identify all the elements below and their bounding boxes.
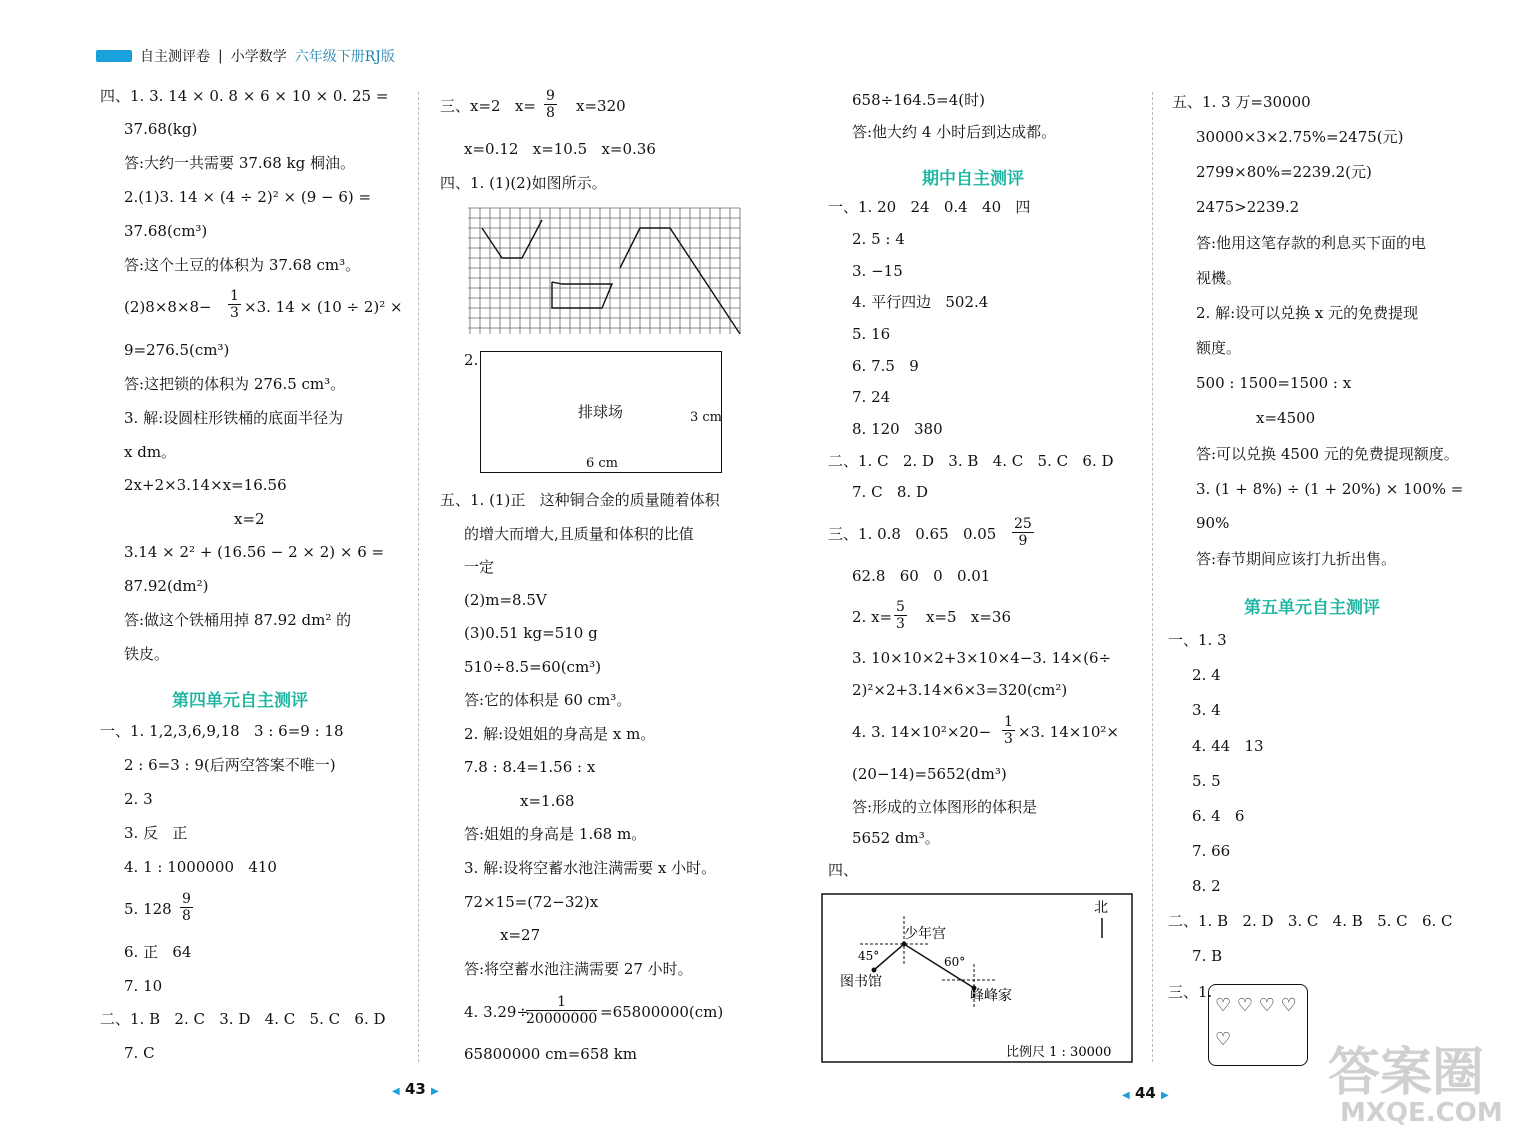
text-line: 8. 2 — [1192, 877, 1221, 895]
map-angle-45: 45° — [858, 949, 880, 963]
text-line: 五、1. (1)正 这种铜合金的质量随着体积 — [440, 491, 720, 509]
map-home-label: 峰峰家 — [970, 988, 1012, 1004]
page-number — [392, 1080, 439, 1098]
fraction-numerator: 1 — [1004, 714, 1013, 730]
text-line: 二、1. C 2. D 3. B 4. C 5. C 6. D — [828, 452, 1114, 470]
text-line: 4. 1 : 1000000 410 — [124, 858, 277, 876]
text-line: 2. x= — [852, 608, 893, 626]
map-scale-label: 比例尺 1 : 30000 — [1006, 1045, 1112, 1060]
grid-figure — [468, 206, 743, 336]
map-youth-label: 少年宫 — [904, 926, 946, 942]
fraction — [1002, 714, 1015, 747]
text-line: 答:这把锁的体积为 276.5 cm³。 — [124, 375, 346, 393]
fraction-denominator: 20000000 — [526, 1011, 598, 1027]
text-line: 答:春节期间应该打九折出售。 — [1196, 550, 1397, 568]
map-figure — [820, 892, 1136, 1066]
text-line: 30000×3×2.75%=2475(元) — [1196, 128, 1404, 146]
page-number — [1122, 1084, 1169, 1102]
text-line: 7. 66 — [1192, 842, 1231, 860]
text-line: ×3. 14×10²× — [1018, 723, 1119, 741]
text-line: 2.(1)3. 14 × (4 ÷ 2)² × (9 − 6) = — [124, 188, 372, 206]
fraction-numerator: 9 — [546, 88, 555, 104]
text-line: 五、1. 3 万=30000 — [1172, 93, 1311, 111]
text-line: x=5 x=36 — [926, 608, 1011, 626]
arrow-left-icon: ◀ — [1122, 1090, 1130, 1101]
text-line: 2)²×2+3.14×6×3=320(cm²) — [852, 681, 1068, 699]
text-line: x dm。 — [124, 443, 177, 461]
text-line: 的增大而增大,且质量和体积的比值 — [464, 525, 694, 543]
text-line: 5652 dm³。 — [852, 829, 940, 847]
text-line: 答:大约一共需要 37.68 kg 桐油。 — [124, 154, 355, 172]
header-grade: 六年级下册RJ版 — [294, 49, 395, 65]
text-line: x=27 — [500, 926, 541, 944]
fraction — [526, 994, 597, 1027]
text-line: 7. 10 — [124, 977, 163, 995]
hearts-box — [1208, 984, 1308, 1066]
text-line: 答:姐姐的身高是 1.68 m。 — [464, 825, 647, 843]
text-line: (20−14)=5652(dm³) — [852, 765, 1007, 783]
fraction — [1012, 516, 1034, 549]
arrow-right-icon: ▶ — [1161, 1090, 1169, 1101]
text-line: 2. 解:设姐姐的身高是 x m。 — [464, 725, 656, 743]
text-line: 658÷164.5=4(时) — [852, 91, 985, 109]
text-line: 一、1. 3 — [1168, 631, 1227, 649]
text-line: 视機。 — [1196, 269, 1242, 287]
fraction-numerator: 9 — [182, 891, 191, 907]
text-line: 一、1. 1,2,3,6,9,18 3 : 6=9 : 18 — [100, 722, 344, 740]
section-title: 第四单元自主测评 — [172, 691, 308, 711]
text-line: 5. 5 — [1192, 772, 1221, 790]
text-line: 6. 4 6 — [1192, 807, 1245, 825]
header-subject: 小学数学 — [230, 49, 287, 65]
text-line: x=4500 — [1256, 409, 1316, 427]
text-line: ×3. 14 × (10 ÷ 2)² × — [244, 298, 403, 316]
text-line: 答:形成的立体图形的体积是 — [852, 798, 1038, 816]
section-title: 期中自主测评 — [922, 169, 1024, 189]
text-line: (2)8×8×8− — [124, 298, 212, 316]
fraction-denominator: 3 — [1004, 731, 1013, 747]
column-divider — [1152, 92, 1153, 1062]
rect-width-label: 6 cm — [586, 456, 619, 471]
text-line: 7.8 : 8.4=1.56 : x — [464, 758, 596, 776]
text-line: =65800000(cm) — [600, 1003, 724, 1021]
text-line: 7. 24 — [852, 388, 891, 406]
text-line: 500 : 1500=1500 : x — [1196, 374, 1352, 392]
text-line: 3. 10×10×2+3×10×4−3. 14×(6÷ — [852, 649, 1112, 667]
text-line: 4. 44 13 — [1192, 737, 1264, 755]
text-line: 2. — [464, 351, 479, 369]
text-line: 答:他大约 4 小时后到达成都。 — [852, 123, 1057, 141]
fraction-denominator: 3 — [896, 616, 905, 632]
text-line: 5. 16 — [852, 325, 891, 343]
text-line: 4. 3. 14×10²×20− — [852, 723, 992, 741]
text-line: 2799×80%=2239.2(元) — [1196, 163, 1372, 181]
fraction-denominator: 8 — [182, 908, 191, 924]
fraction-denominator: 3 — [230, 305, 239, 321]
section-title: 第五单元自主测评 — [1244, 598, 1380, 618]
text-line: 2. 4 — [1192, 666, 1221, 684]
map-angle-60: 60° — [944, 955, 966, 969]
text-line: 8. 120 380 — [852, 420, 943, 438]
rect-label: 排球场 — [578, 403, 624, 421]
text-line: 2x+2×3.14×x=16.56 — [124, 476, 287, 494]
text-line: 90% — [1196, 514, 1230, 532]
text-line: 4. 3.29÷ — [464, 1003, 530, 1021]
text-line: 二、1. B 2. C 3. D 4. C 5. C 6. D — [100, 1010, 386, 1028]
text-line: 答:可以兑换 4500 元的免费提现额度。 — [1196, 445, 1459, 463]
fraction-numerator: 1 — [230, 288, 239, 304]
text-line: 2. 5 : 4 — [852, 230, 905, 248]
text-line: 答:它的体积是 60 cm³。 — [464, 691, 632, 709]
text-line: 4. 平行四边 502.4 — [852, 293, 989, 311]
page-header — [96, 46, 395, 66]
watermark-main: 答案圈 — [1328, 1043, 1485, 1103]
text-line: 3. 解:设圆柱形铁桶的底面半径为 — [124, 409, 344, 427]
text-line: 510÷8.5=60(cm³) — [464, 658, 602, 676]
text-line: x=1.68 — [520, 792, 575, 810]
fraction — [544, 88, 557, 121]
text-line: 3. −15 — [852, 262, 903, 280]
text-line: 四、1. 3. 14 × 0. 8 × 6 × 10 × 0. 25 = — [100, 87, 389, 105]
page-number-text: 43 — [404, 1080, 426, 1098]
text-line: 一定 — [464, 558, 495, 576]
text-line: 5. 128 — [124, 900, 172, 918]
header-separator: | — [218, 48, 223, 64]
text-line: 7. C — [124, 1044, 155, 1062]
text-line: 9=276.5(cm³) — [124, 341, 230, 359]
page-number-text: 44 — [1134, 1084, 1156, 1102]
text-line: 87.92(dm²) — [124, 577, 209, 595]
text-line: 一、1. 20 24 0.4 40 四 — [828, 198, 1031, 216]
text-line: 3. 反 正 — [124, 824, 188, 842]
fraction-numerator: 25 — [1014, 516, 1032, 532]
text-line: 3. 解:设将空蓄水池注满需要 x 小时。 — [464, 859, 717, 877]
text-line: (2)m=8.5V — [464, 591, 547, 609]
text-line: 四、 — [828, 861, 859, 879]
fraction-denominator: 9 — [1018, 533, 1028, 549]
map-library-label: 图书馆 — [840, 974, 882, 990]
text-line: 6. 正 64 — [124, 943, 192, 961]
text-line: 37.68(cm³) — [124, 222, 208, 240]
text-line: 37.68(kg) — [124, 120, 198, 138]
text-line: x=2 — [234, 510, 265, 528]
arrow-right-icon: ▶ — [431, 1086, 439, 1097]
text-line: 四、1. (1)(2)如图所示。 — [440, 174, 607, 192]
text-line: 2 : 6=3 : 9(后两空答案不唯一) — [124, 756, 336, 774]
text-line: 62.8 60 0 0.01 — [852, 567, 991, 585]
text-line: 二、1. B 2. D 3. C 4. B 5. C 6. C — [1168, 912, 1453, 930]
text-line: 三、x=2 x= — [440, 97, 536, 115]
map-north-label: 北 — [1094, 900, 1108, 916]
text-line: 3. (1 + 8%) ÷ (1 + 20%) × 100% = — [1196, 480, 1464, 498]
text-line: 答:将空蓄水池注满需要 27 小时。 — [464, 960, 693, 978]
text-line: 2. 3 — [124, 790, 153, 808]
text-line: x=0.12 x=10.5 x=0.36 — [464, 140, 656, 158]
header-title: 自主测评卷 — [140, 49, 210, 65]
text-line: 6. 7.5 9 — [852, 357, 919, 375]
text-line: 2. 解:设可以兑换 x 元的免费提现 — [1196, 304, 1419, 322]
text-line: 65800000 cm=658 km — [464, 1045, 638, 1063]
text-line: 答:他用这笔存款的利息买下面的电 — [1196, 234, 1427, 252]
heart-icon: ♡ — [1215, 1029, 1232, 1050]
fraction — [894, 599, 907, 632]
text-line: 三、1. — [1168, 983, 1213, 1001]
fraction — [228, 288, 241, 321]
heart-icon: ♡ ♡ ♡ ♡ — [1215, 995, 1297, 1016]
text-line: 3.14 × 2² + (16.56 − 2 × 2) × 6 = — [124, 543, 385, 561]
fraction-denominator: 8 — [546, 105, 555, 121]
text-line: 2475>2239.2 — [1196, 198, 1300, 216]
text-line: 额度。 — [1196, 339, 1242, 357]
fraction — [180, 891, 193, 924]
header-logo-bar — [96, 50, 132, 62]
text-line: (3)0.51 kg=510 g — [464, 624, 598, 642]
text-line: 铁皮。 — [124, 645, 170, 663]
text-line: 3. 4 — [1192, 701, 1221, 719]
fraction-numerator: 1 — [526, 994, 597, 1011]
text-line: 7. C 8. D — [852, 483, 928, 501]
text-line: 72×15=(72−32)x — [464, 893, 599, 911]
watermark-site: MXQE.COM — [1340, 1098, 1503, 1128]
rect-height-label: 3 cm — [690, 410, 723, 425]
text-line: 7. B — [1192, 947, 1223, 965]
column-divider — [418, 92, 419, 1062]
fraction-numerator: 5 — [896, 599, 905, 615]
text-line: 三、1. 0.8 0.65 0.05 — [828, 525, 997, 543]
arrow-left-icon: ◀ — [392, 1086, 400, 1097]
text-line: 答:做这个铁桶用掉 87.92 dm² 的 — [124, 611, 352, 629]
text-line: 答:这个土豆的体积为 37.68 cm³。 — [124, 256, 361, 274]
text-line: x=320 — [576, 97, 626, 115]
